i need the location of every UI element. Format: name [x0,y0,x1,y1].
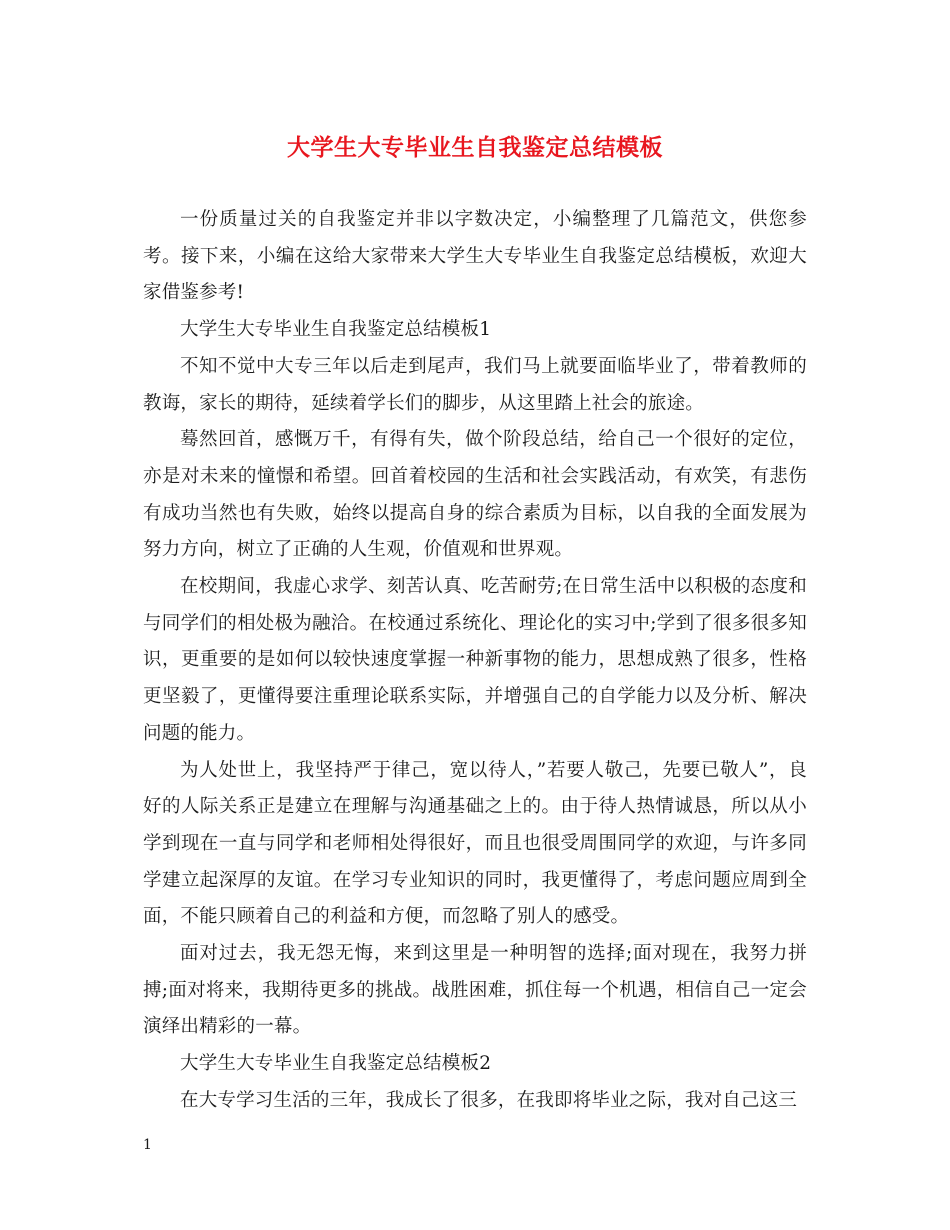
body-paragraph: 在大专学习生活的三年，我成长了很多，在我即将毕业之际，我对自己这三 [180,1089,798,1111]
document-title: 大学生大专毕业生自我鉴定总结模板 [287,135,663,161]
intro-paragraph: 一份质量过关的自我鉴定并非以字数决定，小编整理了几篇范文，供您参考。接下来，小编在这给大家带来大学生大专毕业生自我鉴定总结模板，欢迎大家借鉴参考! [143,209,807,304]
section-heading-1: 大学生大专毕业生自我鉴定总结模板1 [180,319,492,341]
body-paragraph: 在校期间，我虚心求学、刻苦认真、吃苦耐劳;在日常生活中以积极的态度和与同学们的相处极为融洽。在校通过系统化、理论化的实习中;学到了很多很多知识，更重要的是如何以较快速度掌握一种新事物的能力，思想成熟了很多，性格更坚毅了，更懂得要注重理论联系实际，并增强自己的自学能力以及分析、解决问题的能力。 [143,576,807,744]
body-paragraph: 不知不觉中大专三年以后走到尾声，我们马上就要面临毕业了，带着教师的教诲，家长的期待，延续着学长们的脚步，从这里踏上社会的旅途。 [143,355,807,414]
body-paragraph: 蓦然回首，感慨万千，有得有失，做个阶段总结，给自己一个很好的定位，亦是对未来的憧憬和希望。回首着校园的生活和社会实践活动，有欢笑，有悲伤有成功当然也有失败，始终以提高自身的综合素质为目标，以自我的全面发展为努力方向，树立了正确的人生观，价值观和世界观。 [143,429,807,561]
page-number: 1 [143,1137,152,1153]
section-heading-2: 大学生大专毕业生自我鉴定总结模板2 [180,1053,492,1075]
body-paragraph: 为人处世上，我坚持严于律己，宽以待人，”若要人敬己，先要已敬人”，良好的人际关系正是建立在理解与沟通基础之上的。由于待人热情诚恳，所以从小学到现在一直与同学和老师相处得很好，而且也很受周围同学的欢迎，与许多同学建立起深厚的友谊。在学习专业知识的同时，我更懂得了，考虑问题应周到全面，不能只顾着自己的利益和方便，而忽略了别人的感受。 [143,759,807,928]
body-paragraph: 面对过去，我无怨无悔，来到这里是一种明智的选择;面对现在，我努力拼搏;面对将来，我期待更多的挑战。战胜困难，抓住每一个机遇，相信自己一定会演绎出精彩的一幕。 [143,943,807,1038]
document-body [143,202,807,1120]
